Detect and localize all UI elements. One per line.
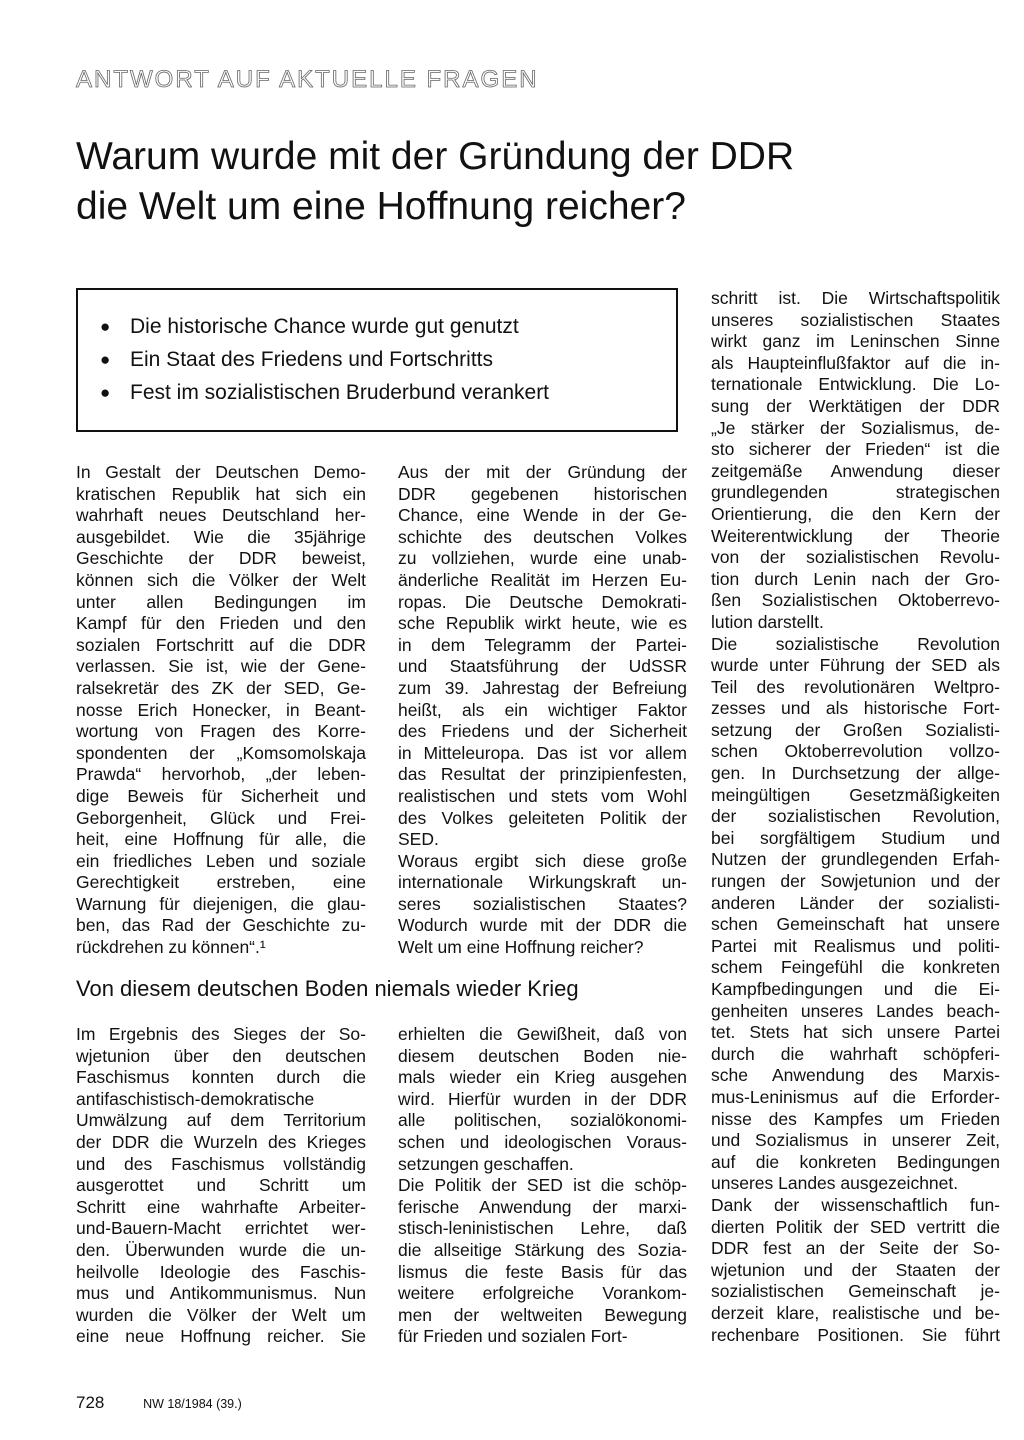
text-line: dierten Politik der SED vertritt die <box>711 1216 1000 1237</box>
bullet-icon: ● <box>100 383 111 402</box>
text-line: verlassen. Sie ist, wie der Gene- <box>76 656 366 677</box>
text-line: heit, eine Hoffnung für alle, die <box>76 829 366 850</box>
text-line: wurde unter Führung der SED als <box>711 655 1000 676</box>
text-line: schen und ideologischen Voraus- <box>398 1131 687 1152</box>
text-line: DDR fest an der Seite der So- <box>711 1238 1000 1259</box>
bullet-icon: ● <box>100 350 111 369</box>
text-line: zesses und als historische Fort- <box>711 698 1000 719</box>
text-line: bei sorgfältigem Studium und <box>711 827 1000 848</box>
text-line: sche Anwendung des Marxis- <box>711 1065 1000 1086</box>
text-line: antifaschistisch-demokratische <box>76 1088 315 1109</box>
text-line: DDR gegebenen historischen <box>398 483 687 504</box>
text-line: diesem deutschen Boden nie- <box>398 1045 687 1066</box>
headline-line: die Welt um eine Hoffnung reicher? <box>76 185 686 228</box>
text-line: tion durch Lenin nach der Gro- <box>711 568 1000 589</box>
text-line: lution darstellt. <box>711 611 824 632</box>
text-line: kratischen Republik hat sich ein <box>76 483 366 504</box>
text-line: sto sicherer der Frieden“ ist die <box>711 439 1000 460</box>
text-line: und Staatsführung der UdSSR <box>398 656 687 677</box>
text-line: das Resultat der prinzipienfesten, <box>398 764 687 785</box>
text-line: der sozialistischen Revolution, <box>711 806 1000 827</box>
column-1-bottom <box>76 1024 366 1348</box>
section-kicker: ANTWORT AUF AKTUELLE FRAGEN <box>76 66 539 93</box>
text-line: dige Beweis für Sicherheit und <box>76 785 366 806</box>
text-line: schem Feingefühl die konkreten <box>711 957 1000 978</box>
text-line: nisse des Kampfes um Frieden <box>711 1108 1000 1129</box>
text-line: auf die konkreten Bedingungen <box>711 1151 1000 1172</box>
text-line: stisch-leninistischen Lehre, daß <box>398 1218 687 1239</box>
text-line: ausgebildet. Wie die 35jährige <box>76 526 366 547</box>
text-line: Woraus ergibt sich diese große <box>398 850 687 871</box>
text-line: durch die wahrhaft schöpferi- <box>711 1043 1000 1064</box>
text-line: Die Politik der SED ist die schöp- <box>398 1175 687 1196</box>
text-line: Umwälzung auf dem Territorium <box>76 1110 366 1131</box>
text-line: internationale Wirkungskraft un- <box>398 872 687 893</box>
text-line: können sich die Völker der Welt <box>76 569 366 590</box>
text-line: setzungen geschaffen. <box>398 1153 574 1174</box>
text-line: ausgerottet und Schritt um <box>76 1175 366 1196</box>
text-line: heilvolle Ideologie des Faschis- <box>76 1261 366 1282</box>
text-line: Partei mit Realismus und politi- <box>711 935 1000 956</box>
text-line: nosse Erich Honecker, in Beant- <box>76 699 366 720</box>
text-line: zeitgemäße Anwendung dieser <box>711 460 1000 481</box>
text-line: anderen Länder der sozialisti- <box>711 892 1000 913</box>
text-line: Dank der wissenschaftlich fun- <box>711 1194 1000 1215</box>
text-line: des Volkes geleiteten Politik der <box>398 807 687 828</box>
text-line: die allseitige Stärkung des Sozia- <box>398 1239 687 1260</box>
text-line: in Mitteleuropa. Das ist vor allem <box>398 742 687 763</box>
text-line: Welt um eine Hoffnung reicher? <box>398 937 644 958</box>
text-line: Aus der mit der Gründung der <box>398 462 687 482</box>
text-line: rückdrehen zu können“.¹ <box>76 937 266 958</box>
text-line: der DDR die Wurzeln des Krieges <box>76 1131 366 1152</box>
summary-box <box>76 288 678 432</box>
text-line: eine neue Hoffnung reicher. Sie <box>76 1326 366 1347</box>
bullet-icon: ● <box>100 317 111 336</box>
text-line: „Je stärker der Sozialismus, de- <box>711 417 1000 438</box>
text-line: und des Faschismus vollständig <box>76 1153 366 1174</box>
text-line: ben, das Rad der Geschichte zu- <box>76 915 366 936</box>
text-line: in dem Telegramm der Partei- <box>398 634 687 655</box>
text-line: meingültigen Gesetzmäßigkeiten <box>711 784 1000 805</box>
text-line: änderliche Realität im Herzen Eu- <box>398 569 687 590</box>
text-line: unseres sozialistischen Staates <box>711 309 1000 330</box>
text-line: ein friedliches Leben und soziale <box>76 850 366 871</box>
text-line: wirkt ganz im Leninschen Sinne <box>711 331 1000 352</box>
text-line: ternationale Entwicklung. Die Lo- <box>711 374 1000 395</box>
text-line: Faschismus konnten durch die <box>76 1067 366 1088</box>
column-2-bottom <box>398 1024 687 1348</box>
text-line: In Gestalt der Deutschen Demo- <box>76 462 366 482</box>
text-line: Orientierung, die den Kern der <box>711 503 1000 524</box>
text-line: Weiterentwicklung der Theorie <box>711 525 1000 546</box>
text-line: wurden die Völker der Welt um <box>76 1304 366 1325</box>
text-line: rechenbare Positionen. Sie führt <box>711 1324 1000 1345</box>
text-line: Schritt eine wahrhafte Arbeiter- <box>76 1196 366 1217</box>
column-1-top <box>76 462 366 959</box>
text-line: genheiten unseres Landes beach- <box>711 1000 1000 1021</box>
text-line: von der sozialistischen Revolu- <box>711 547 1000 568</box>
text-line: wjetunion und der Staaten der <box>711 1259 1000 1280</box>
text-line: spondenten der „Komsomolskaja <box>76 742 366 763</box>
text-line: mals wieder ein Krieg ausgehen <box>398 1067 687 1088</box>
text-line: Die sozialistische Revolution <box>711 633 1000 654</box>
text-line: des Friedens und der Sicherheit <box>398 721 687 742</box>
text-line: lismus die feste Basis für das <box>398 1261 687 1282</box>
text-line: unter allen Bedingungen im <box>76 591 366 612</box>
text-line: grundlegenden strategischen <box>711 482 1000 503</box>
text-line: SED. <box>398 829 439 850</box>
text-line: Chance, eine Wende in der Ge- <box>398 505 687 526</box>
text-line: mus-Leninismus auf die Erforder- <box>711 1086 1000 1107</box>
summary-item-text: Die historische Chance wurde gut genutzt <box>130 315 519 338</box>
text-line: Prawda“ hervorhob, „der leben- <box>76 764 366 785</box>
text-line: Geborgenheit, Glück und Frei- <box>76 807 366 828</box>
text-line: ropas. Die Deutsche Demokrati- <box>398 591 687 612</box>
text-line: alle politischen, sozialökonomi- <box>398 1110 687 1131</box>
text-line: derzeit klare, realistische und be- <box>711 1302 1000 1323</box>
text-line: den. Überwunden wurde die un- <box>76 1239 366 1260</box>
summary-item-text: Ein Staat des Friedens und Fortschritts <box>130 348 493 371</box>
text-line: sung der Werktätigen der DDR <box>711 395 1000 416</box>
text-line: wjetunion über den deutschen <box>76 1045 366 1066</box>
text-line: sozialistischen Gemeinschaft je- <box>711 1281 1000 1302</box>
column-3 <box>711 288 1000 1346</box>
summary-item <box>100 376 676 409</box>
text-line: Im Ergebnis des Sieges der So- <box>76 1024 366 1044</box>
text-line: Teil des revolutionären Weltpro- <box>711 676 1000 697</box>
text-line: schichte des deutschen Volkes <box>398 526 687 547</box>
text-line: weitere erfolgreiche Vorankom- <box>398 1283 687 1304</box>
text-line: und-Bauern-Macht errichtet wer- <box>76 1218 366 1239</box>
text-line: Wodurch wurde mit der DDR die <box>398 915 687 936</box>
headline-line: Warum wurde mit der Gründung der DDR <box>76 135 795 178</box>
text-line: Gerechtigkeit erstreben, eine <box>76 872 366 893</box>
text-line: schritt ist. Die Wirtschaftspolitik <box>711 288 1000 308</box>
article-headline <box>76 132 976 232</box>
text-line: unseres Landes ausgezeichnet. <box>711 1173 959 1194</box>
summary-item-text: Fest im sozialistischen Bruderbund verankert <box>130 381 550 404</box>
text-line: ralsekretär des ZK der SED, Ge- <box>76 677 366 698</box>
page-number: 728 <box>76 1393 105 1412</box>
text-line: ßen Sozialistischen Oktoberrevo- <box>711 590 1000 611</box>
text-line: heißt, als ein wichtiger Faktor <box>398 699 687 720</box>
text-line: schen Oktoberrevolution vollzo- <box>711 741 1000 762</box>
text-line: Kampf für den Frieden und den <box>76 613 366 634</box>
text-line: gen. In Durchsetzung der allge- <box>711 763 1000 784</box>
column-2-top <box>398 462 687 959</box>
text-line: sozialen Fortschritt auf die DDR <box>76 634 366 655</box>
text-line: als Haupteinflußfaktor auf die in- <box>711 352 1000 373</box>
text-line: Nutzen der grundlegenden Erfah- <box>711 849 1000 870</box>
text-line: mus und Antikommunismus. Nun <box>76 1283 366 1304</box>
text-line: men der weltweiten Bewegung <box>398 1304 687 1325</box>
summary-list <box>78 290 676 409</box>
text-line: wortung von Fragen des Korre- <box>76 721 366 742</box>
text-line: setzung der Großen Sozialisti- <box>711 719 1000 740</box>
text-line: Kampfbedingungen und die Ei- <box>711 979 1000 999</box>
text-line: zu vollziehen, wurde eine unab- <box>398 548 687 569</box>
text-line: und Sozialismus in unserer Zeit, <box>711 1130 1000 1151</box>
text-line: schen Gemeinschaft hat unsere <box>711 914 1000 935</box>
section-subheading: Von diesem deutschen Boden niemals wieder Krieg <box>76 976 579 1001</box>
text-line: ferische Anwendung der marxi- <box>398 1196 687 1217</box>
text-line: zum 39. Jahrestag der Befreiung <box>398 677 687 698</box>
text-line: rungen der Sowjetunion und der <box>711 871 1000 892</box>
text-line: wird. Hierfür wurden in der DDR <box>398 1088 687 1109</box>
text-line: Warnung für diejenigen, die glau- <box>76 893 366 914</box>
text-line: für Frieden und sozialen Fort- <box>398 1326 628 1347</box>
text-line: realistischen und stets vom Wohl <box>398 785 687 806</box>
text-line: Geschichte der DDR beweist, <box>76 548 366 569</box>
text-line: erhielten die Gewißheit, daß von <box>398 1024 687 1044</box>
text-line: sche Republik wirkt heute, wie es <box>398 613 687 634</box>
summary-item <box>100 310 676 343</box>
text-line: wahrhaft neues Deutschland her- <box>76 505 366 526</box>
text-line: seres sozialistischen Staates? <box>398 893 687 914</box>
text-line: tet. Stets hat sich unsere Partei <box>711 1022 1000 1043</box>
summary-item <box>100 343 676 376</box>
issue-label: NW 18/1984 (39.) <box>143 1397 242 1411</box>
page-footer <box>76 1393 242 1413</box>
